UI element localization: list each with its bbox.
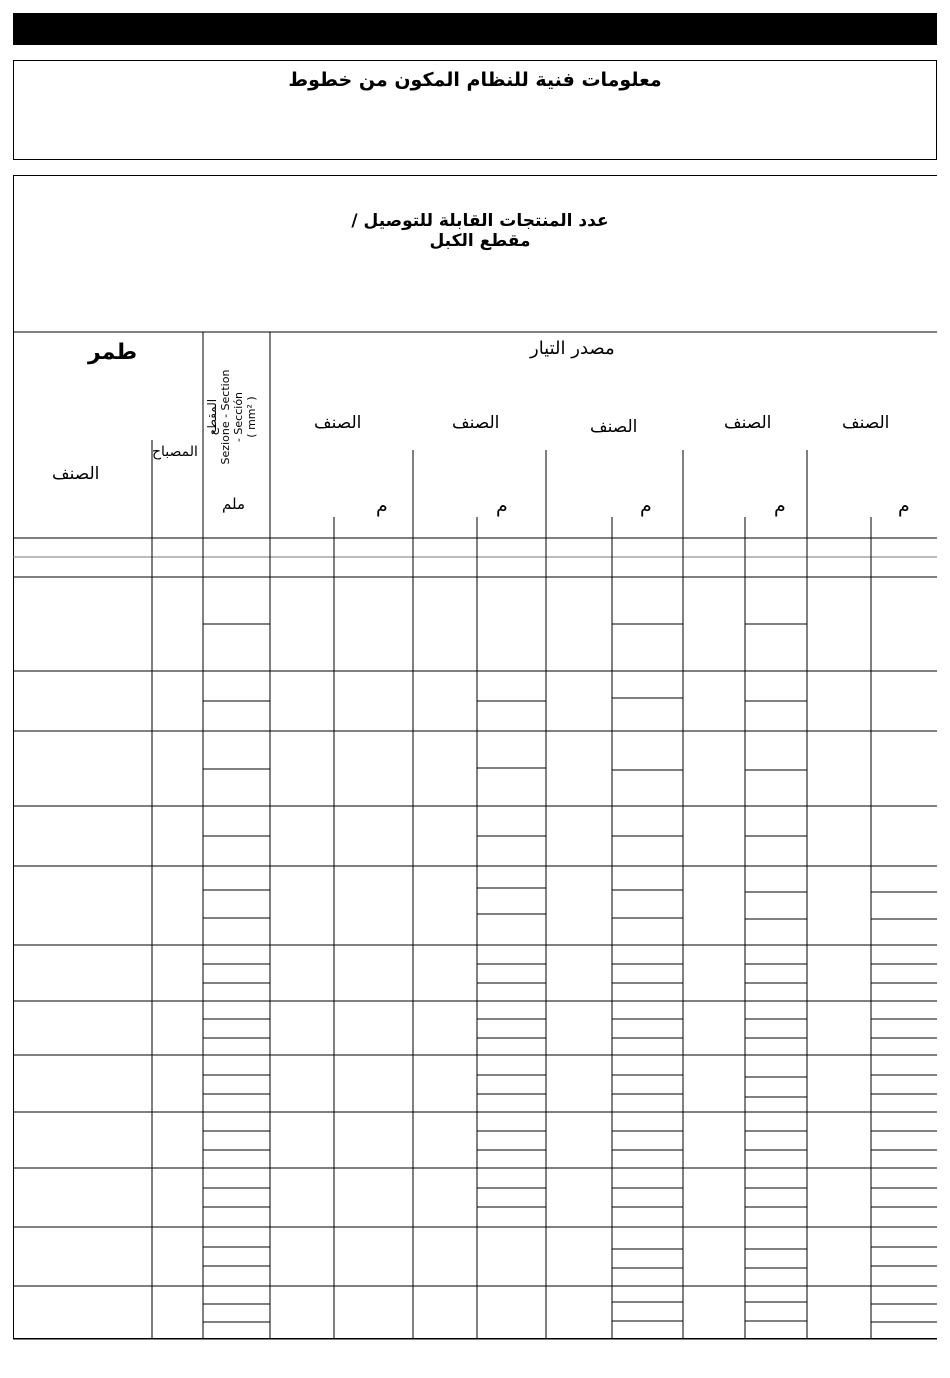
class-header-2: الصنف xyxy=(452,413,500,433)
meter-label: طمر xyxy=(88,340,138,365)
class-header-5: الصنف xyxy=(842,413,890,433)
unit-label-5: م xyxy=(898,495,910,517)
grid-lines xyxy=(13,332,937,1339)
unit-label-1: م xyxy=(376,495,388,517)
table-heading: عدد المنتجات القابلة للتوصيل / مقطع الكبل xyxy=(351,211,609,251)
unit-label-4: م xyxy=(774,495,786,517)
unit-label-2: م xyxy=(496,495,508,517)
section-label-ar: المقطع xyxy=(205,398,219,436)
section-label-vertical xyxy=(206,367,258,467)
class-header-3: الصنف xyxy=(590,417,638,437)
class-header-1: الصنف xyxy=(314,413,362,433)
mm-label: ملم xyxy=(222,495,245,513)
page-title: معلومات فنية للنظام المكون من خطوط xyxy=(288,69,662,91)
section-unit: ( mm² ) xyxy=(245,396,258,438)
unit-label-3: م xyxy=(640,495,652,517)
lamp-label: المصباح xyxy=(152,444,198,460)
class-label-left: الصنف xyxy=(52,464,100,484)
power-source-label: مصدر التيار xyxy=(530,338,615,359)
class-header-4: الصنف xyxy=(724,413,772,433)
section-label-multi: Sezione - Section - Sección xyxy=(219,369,245,465)
